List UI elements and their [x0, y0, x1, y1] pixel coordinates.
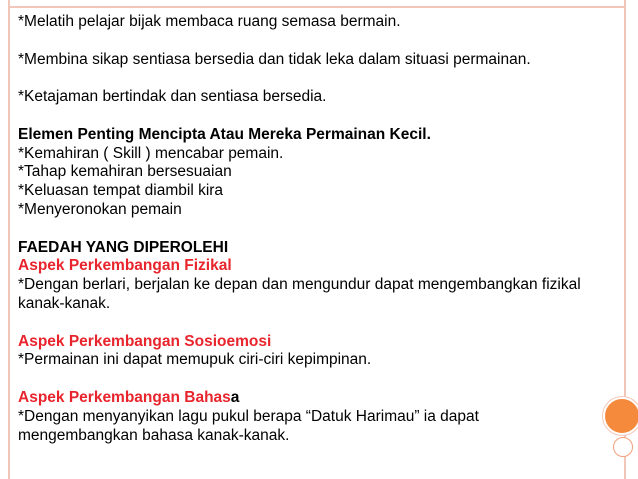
spacer	[18, 32, 603, 51]
fizikal-text: *Dengan berlari, berjalan ke depan dan mengundur dapat mengembangkan fizikal kanak-kanak.	[18, 276, 581, 312]
slide-content	[18, 13, 603, 445]
orange-circle-icon	[603, 397, 638, 435]
aspek-bahasa-black-part: a	[230, 388, 240, 406]
aspek-bahasa-red-part: Aspek Perkembangan Bahas	[18, 388, 231, 406]
point-ketajaman: *Ketajaman bertindak dan sentiasa bersedia.	[18, 88, 327, 106]
elemen-item: *Kemahiran ( Skill ) mencabar pemain.	[18, 144, 284, 162]
slide-border-top	[8, 6, 626, 8]
point-membina: *Membina sikap sentiasa bersedia dan tidak leka dalam situasi permainan.	[18, 50, 531, 68]
point-melatih: *Melatih pelajar bijak membaca ruang semasa bermain.	[18, 13, 401, 30]
subheading-aspek-fizikal: Aspek Perkembangan Fizikal	[18, 257, 232, 275]
elemen-item: *Menyeronokan pemain	[18, 200, 182, 218]
heading-elemen: Elemen Penting Mencipta Atau Mereka Permainan Kecil.	[18, 125, 431, 143]
heading-faedah: FAEDAH YANG DIPEROLEHI	[18, 238, 229, 256]
bahasa-text: *Dengan menyanyikan lagu pukul berapa “Datuk Harimau” ia dapat mengembangkan bahasa kanak-kanak.	[18, 407, 479, 444]
spacer	[18, 370, 603, 389]
spacer	[18, 107, 603, 126]
spacer	[18, 69, 603, 88]
spacer	[18, 220, 603, 239]
ring-circle-icon	[613, 437, 633, 457]
sosioemosi-text: *Permainan ini dapat memupuk ciri-ciri kepimpinan.	[18, 351, 372, 369]
subheading-aspek-sosioemosi: Aspek Perkembangan Sosioemosi	[18, 332, 272, 350]
spacer	[18, 314, 603, 333]
elemen-item: *Tahap kemahiran bersesuaian	[18, 163, 232, 181]
elemen-item: *Keluasan tempat diambil kira	[18, 182, 224, 200]
slide-border-left	[8, 0, 10, 479]
subheading-aspek-bahasa	[18, 389, 603, 408]
